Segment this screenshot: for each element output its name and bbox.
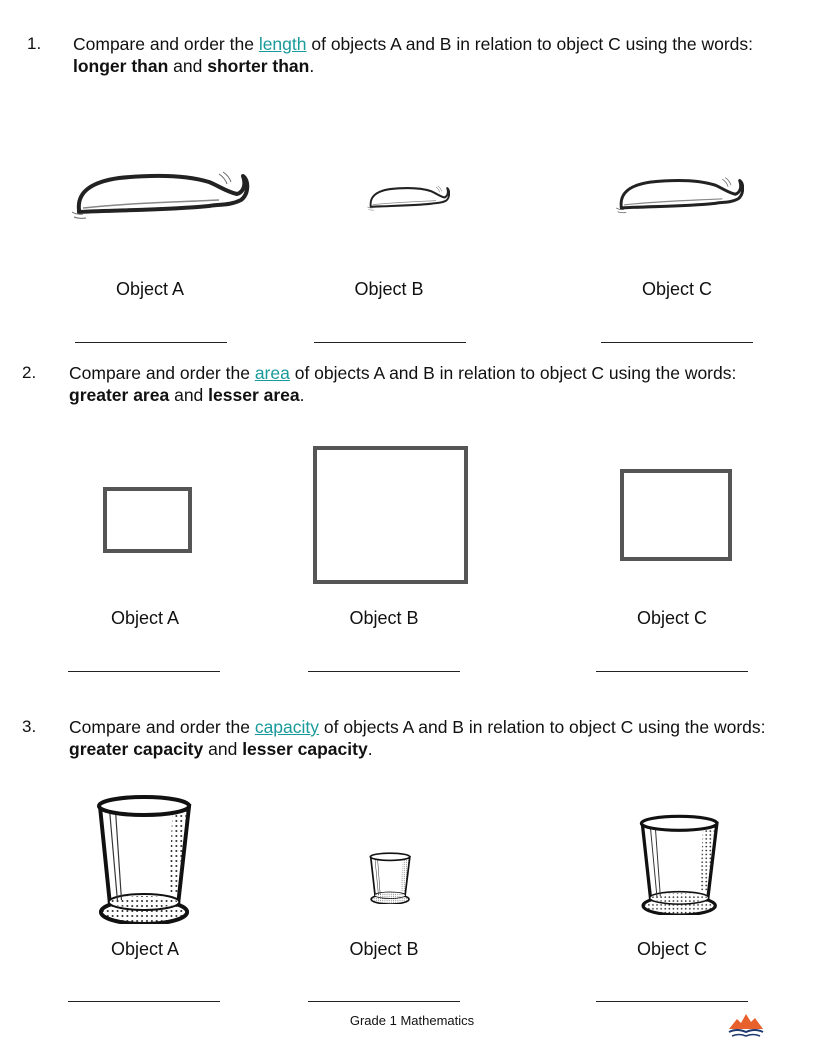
q3-object-b-label: Object B: [349, 939, 419, 959]
pea-pod-b-image: [366, 185, 450, 211]
q3-answer-blank-b[interactable]: [308, 1001, 460, 1002]
square-b-shape: [313, 446, 468, 584]
q1-answer-blank-b[interactable]: [314, 342, 466, 343]
q3-answer-blank-a[interactable]: [68, 1001, 220, 1002]
question-1-text: Compare and order the length of objects A and B in relation to object C using the words: longer than and shorter than.: [73, 34, 754, 76]
q2-answer-blank-a[interactable]: [68, 671, 220, 672]
question-2-text: Compare and order the area of objects A and B in relation to object C using the words: greater area and lesser area.: [69, 363, 737, 405]
q2-answer-blank-c[interactable]: [596, 671, 748, 672]
question-2-number: 2.: [22, 363, 37, 382]
q3-answer-blank-c[interactable]: [596, 1001, 748, 1002]
q1-object-b-label: Object B: [354, 279, 424, 299]
rectangle-a-shape: [103, 487, 192, 553]
glass-b-image: [369, 852, 412, 904]
question-3-number: 3.: [22, 717, 37, 736]
capacity-link[interactable]: capacity: [254, 717, 320, 737]
glass-c-image: [639, 814, 721, 915]
q3-object-c-label: Object C: [636, 939, 708, 959]
q2-object-c-label: Object C: [636, 608, 708, 628]
q2-object-a-label: Object A: [110, 608, 180, 628]
footer-text: Grade 1 Mathematics: [349, 1013, 475, 1028]
question-3-text: Compare and order the capacity of objects A and B in relation to object C using the words: greater capacity and lesser capacity.: [69, 717, 766, 759]
length-link[interactable]: length: [258, 34, 307, 54]
q1-object-c-label: Object C: [641, 279, 713, 299]
pea-pod-a-image: [68, 170, 250, 220]
q1-answer-blank-c[interactable]: [601, 342, 753, 343]
question-1-number: 1.: [27, 34, 42, 53]
pea-pod-c-image: [614, 176, 744, 214]
mountain-book-logo-icon: [727, 1011, 765, 1037]
q1-answer-blank-a[interactable]: [75, 342, 227, 343]
q2-answer-blank-b[interactable]: [308, 671, 460, 672]
rectangle-c-shape: [620, 469, 732, 561]
q2-object-b-label: Object B: [349, 608, 419, 628]
q3-object-a-label: Object A: [110, 939, 180, 959]
area-link[interactable]: area: [254, 363, 290, 383]
q1-object-a-label: Object A: [115, 279, 185, 299]
glass-a-image: [96, 794, 194, 924]
